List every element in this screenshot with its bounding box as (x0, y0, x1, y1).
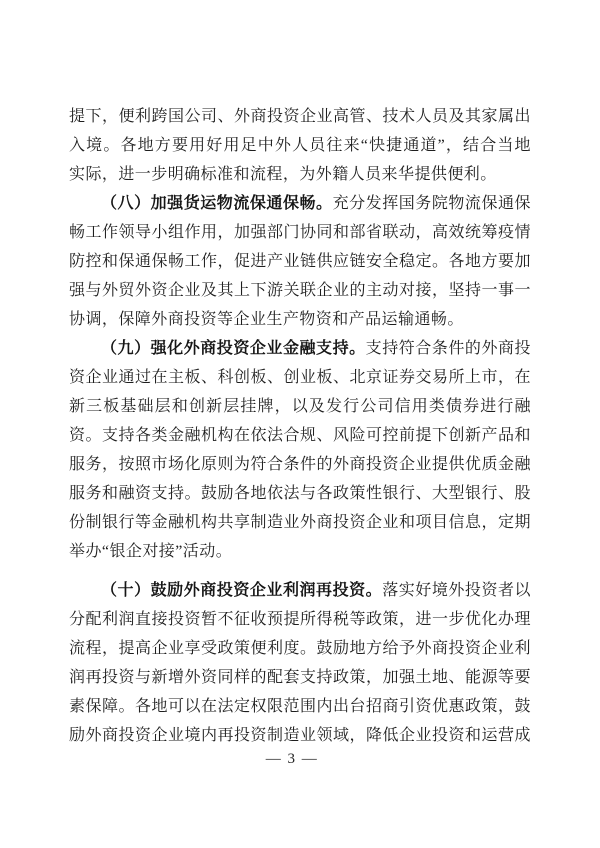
text-line (69, 605, 531, 634)
text-line (69, 450, 531, 479)
paragraph (69, 334, 531, 566)
text-line (69, 508, 531, 537)
paragraph (69, 576, 531, 750)
text-line (69, 634, 531, 663)
text-line (69, 276, 531, 305)
text-line (69, 305, 531, 334)
text-line (69, 392, 531, 421)
text-line (69, 160, 531, 189)
line-text: 入境。各地方要用好用足中外人员往来“快捷通道”，结合当地 (69, 137, 531, 154)
line-text: 举办“银企对接”活动。 (69, 543, 233, 560)
line-text: 流程，提高企业享受政策便利度。鼓励地方给予外商投资企业利 (69, 640, 531, 657)
text-line (69, 363, 531, 392)
text-line (69, 663, 531, 692)
text-line (69, 576, 531, 605)
line-text: 支持符合条件的外商投 (365, 340, 531, 357)
line-text: 资企业通过在主板、科创板、创业板、北京证券交易所上市，在 (69, 369, 531, 386)
line-text: 落实好境外投资者以 (382, 582, 531, 599)
line-text: 充分发挥国务院物流保通保 (332, 195, 531, 212)
text-line (69, 102, 531, 131)
page-number: — 3 — (265, 751, 319, 767)
section-heading: （八）加强货运物流保通保畅。 (101, 195, 333, 212)
line-text: 实际，进一步明确标准和流程，为外籍人员来华提供便利。 (69, 166, 497, 183)
line-text: 份制银行等金融机构共享制造业外商投资企业和项目信息，定期 (69, 514, 531, 531)
text-line (69, 537, 531, 566)
paragraph-continued (69, 102, 531, 189)
text-line (69, 692, 531, 721)
line-text: 畅工作领导小组作用，加强部门协同和部省联动，高效统筹疫情 (69, 224, 531, 241)
line-text: 服务和融资支持。鼓励各地依法与各政策性银行、大型银行、股 (69, 485, 531, 502)
line-text: 新三板基础层和创新层挂牌，以及发行公司信用类债券进行融 (69, 398, 531, 415)
text-line (69, 334, 531, 363)
line-text: 强与外贸外资企业及其上下游关联企业的主动对接，坚持一事一 (69, 282, 531, 299)
line-text: 服务，按照市场化原则为符合条件的外商投资企业提供优质金融 (69, 456, 531, 473)
line-text: 协调，保障外商投资等企业生产物资和产品运输通畅。 (69, 311, 464, 328)
text-line (69, 721, 531, 750)
text-line (69, 218, 531, 247)
line-text: 素保障。各地可以在法定权限范围内出台招商引资优惠政策，鼓 (69, 698, 531, 715)
line-text: 励外商投资企业境内再投资制造业领域，降低企业投资和运营成 (69, 727, 531, 744)
section-heading: （十）鼓励外商投资企业利润再投资。 (101, 582, 383, 599)
text-line (69, 247, 531, 276)
text-line (69, 479, 531, 508)
section-heading: （九）强化外商投资企业金融支持。 (101, 340, 366, 357)
paragraph (69, 189, 531, 334)
text-line (69, 189, 531, 218)
text-line (69, 421, 531, 450)
document-body (69, 102, 531, 750)
line-text: 资。支持各类金融机构在依法合规、风险可控前提下创新产品和 (69, 427, 531, 444)
line-text: 润再投资与新增外资同样的配套支持政策，加强土地、能源等要 (69, 669, 531, 686)
line-text: 防控和保通保畅工作，促进产业链供应链安全稳定。各地方要加 (69, 253, 531, 270)
line-text: 分配利润直接投资暂不征收预提所得税等政策，进一步优化办理 (69, 611, 531, 628)
text-line (69, 131, 531, 160)
line-text: 提下，便利跨国公司、外商投资企业高管、技术人员及其家属出 (69, 108, 531, 125)
